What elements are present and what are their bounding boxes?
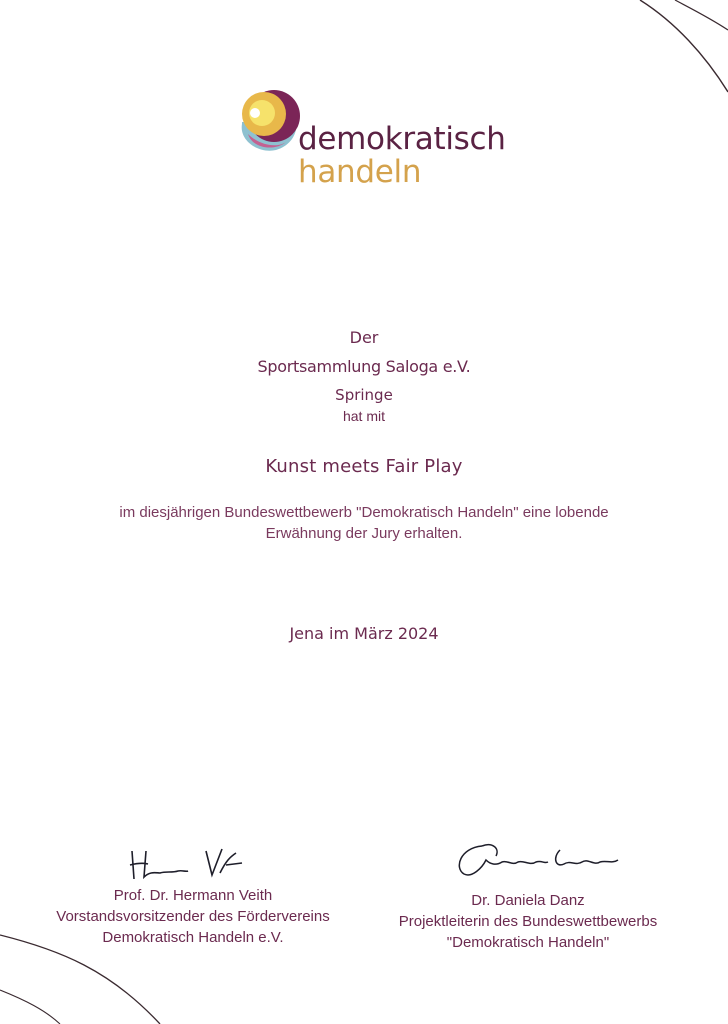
- signatory-right-role-1: Projektleiterin des Bundeswettbewerbs: [398, 913, 658, 930]
- logo-mark-icon: [234, 86, 304, 156]
- connector-text: hat mit: [342, 408, 385, 424]
- signatory-right-name: Dr. Daniela Danz: [471, 892, 585, 909]
- signatory-left-role-1: Vorstandsvorsitzender des Fördervereins: [56, 908, 330, 925]
- logo-word-demokratisch: demokratisch: [298, 121, 506, 157]
- project-title: Kunst meets Fair Play: [265, 456, 463, 477]
- signatory-left-name: Prof. Dr. Hermann Veith: [113, 887, 273, 904]
- signatory-right-role-2: "Demokratisch Handeln": [446, 934, 610, 951]
- description-line-1: im diesjährigen Bundeswettbewerb "Demokratisch Handeln" eine lobende: [119, 504, 609, 521]
- signature-veith: [126, 843, 256, 883]
- signatory-right: [378, 890, 678, 953]
- signatory-left-role-2: Demokratisch Handeln e.V.: [102, 929, 284, 946]
- signatory-left: [40, 885, 346, 948]
- signature-danz: [452, 838, 622, 882]
- organization-city: Springe: [335, 386, 393, 404]
- logo-word-handeln: handeln: [298, 154, 422, 190]
- place-date: Jena im März 2024: [289, 624, 439, 643]
- brand-logo: [234, 86, 504, 196]
- description-line-2: Erwähnung der Jury erhalten.: [265, 525, 463, 542]
- organization-name: Sportsammlung Saloga e.V.: [257, 357, 471, 376]
- article-text: Der: [349, 328, 379, 347]
